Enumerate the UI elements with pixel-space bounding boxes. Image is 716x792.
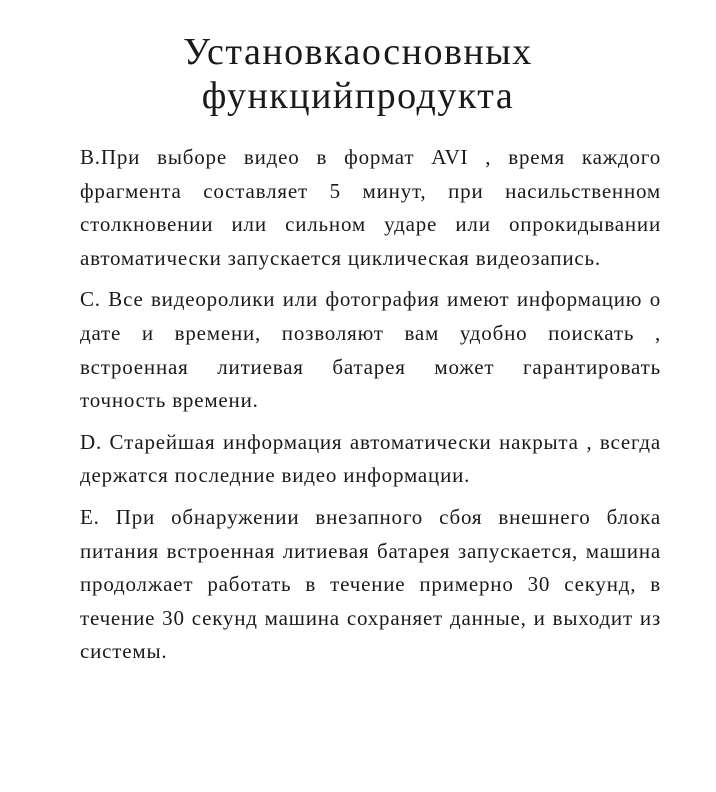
paragraph-b: B.При выборе видео в формат AVI , время каждого фрагмента составляет 5 минут, при насильственном столкновении или сильном ударе или опрокидывании автоматически запускается циклическая видеозапись. <box>80 145 661 270</box>
paragraph-e: E. При обнаружении внезапного сбоя внешнего блока питания встроенная литиевая батарея запускается, машина продолжает работать в течение примерно 30 секунд, в течение 30 секунд машина сохраняет данные, и выходит из системы. <box>80 504 661 664</box>
page-title <box>0 30 716 118</box>
paragraph-d: D. Старейшая информация автоматически накрыта , всегда держатся последние видео информации. <box>80 429 661 488</box>
page-title-line-1: Установкаосновных <box>183 31 533 73</box>
page-title-line-2: функцийпродукта <box>201 75 515 117</box>
paragraph-c: C. Все видеоролики или фотография имеют информацию о дате и времени, позволяют вам удобно поискать , встроенная литиевая батарея может гарантировать точность времени. <box>80 287 661 413</box>
body-text <box>80 141 661 677</box>
